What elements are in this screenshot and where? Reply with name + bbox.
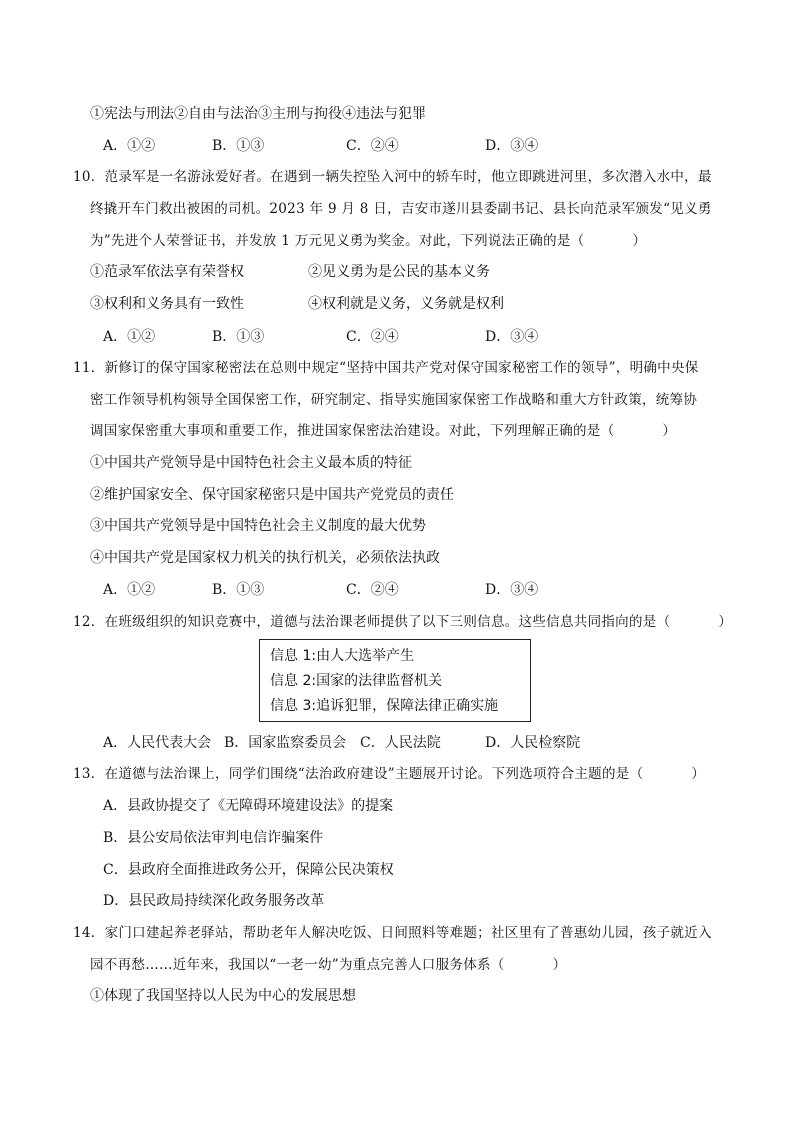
- q12-option-c: C．人民法院: [360, 735, 441, 751]
- q11-statement-1: ①中国共产党领导是中国特色社会主义最本质的特征: [90, 455, 412, 471]
- q10-option-a: A．①②: [103, 329, 156, 345]
- q13-option-a: A．县政协提交了《无障碍环境建设法》的提案: [103, 798, 394, 814]
- q9-statement: ①宪法与刑法②自由与法治③主刑与拘役④违法与犯罪: [90, 106, 426, 122]
- q11-stem-line3: 调国家保密重大事项和重要工作，推进国家保密法治建设。对此，下列理解正确的是（ ）: [90, 423, 677, 439]
- q11-statement-3: ③中国共产党领导是中国特色社会主义制度的最大优势: [90, 518, 426, 534]
- q10-statement-4: ④权利就是义务，义务就是权利: [308, 296, 504, 312]
- q11-option-b: B．①③: [212, 582, 265, 598]
- q9-option-a: A．①②: [103, 138, 156, 154]
- q9-option-c: C．②④: [346, 138, 399, 154]
- q11-stem-line2: 密工作领导机构领导全国保密工作，研究制定、指导实施国家保密工作战略和重大方针政策，统筹协: [90, 392, 698, 408]
- q14-statement-1: ①体现了我国坚持以人民为中心的发展思想: [90, 988, 356, 1004]
- q12-info-1: 信息 1:由人大选举产生: [270, 648, 415, 664]
- q11-option-d: D．③④: [485, 582, 539, 598]
- q12-option-d: D．人民检察院: [485, 735, 581, 751]
- q11-stem-line1: 11．新修订的保守国家秘密法在总则中规定“坚持中国共产党对保守国家秘密工作的领导”，明确中央保: [73, 360, 699, 376]
- q10-statement-3: ③权利和义务具有一致性: [90, 296, 244, 312]
- q10-option-b: B．①③: [212, 329, 265, 345]
- q11-option-a: A．①②: [103, 582, 156, 598]
- q11-option-c: C．②④: [346, 582, 399, 598]
- q11-statement-4: ④中国共产党是国家权力机关的执行机关，必须依法执政: [90, 550, 440, 566]
- q10-statement-1: ①范录军依法享有荣誉权: [90, 264, 244, 280]
- q10-option-c: C．②④: [346, 329, 399, 345]
- q12-option-b: B．国家监察委员会: [224, 735, 347, 751]
- q11-statement-2: ②维护国家安全、保守国家秘密只是中国共产党党员的责任: [90, 487, 454, 503]
- q9-option-b: B．①③: [212, 138, 265, 154]
- q9-option-d: D．③④: [485, 138, 539, 154]
- q10-stem-line3: 为”先进个人荣誉证书，并发放 1 万元见义勇为奖金。对此，下列说法正确的是（ ）: [90, 233, 647, 249]
- q12-info-box: [259, 639, 531, 722]
- q14-stem-line1: 14．家门口建起养老驿站，帮助老年人解决吃饭、日间照料等难题；社区里有了普惠幼儿园，孩子就近入: [73, 925, 712, 941]
- q13-option-c: C．县政府全面推进政务公开，保障公民决策权: [103, 862, 394, 878]
- q13-stem-line1: 13．在道德与法治课上，同学们围绕“法治政府建设”主题展开讨论。下列选项符合主题的是（ ）: [73, 766, 706, 782]
- q13-option-d: D．县民政局持续深化政务服务改革: [103, 893, 325, 909]
- q12-info-3: 信息 3:追诉犯罪，保障法律正确实施: [270, 698, 499, 714]
- q12-option-a: A．人民代表大会: [103, 735, 212, 751]
- q13-option-b: B．县公安局依法审判电信诈骗案件: [103, 830, 324, 846]
- q10-stem-line1: 10．范录军是一名游泳爱好者。在遇到一辆失控坠入河中的轿车时，他立即跳进河里，多次潜入水中，最: [73, 169, 712, 185]
- q10-statement-2: ②见义勇为是公民的基本义务: [308, 264, 490, 280]
- q14-stem-line2: 园不再愁……近年来，我国以“一老一幼”为重点完善人口服务体系（ ）: [90, 957, 567, 973]
- q12-stem-line1: 12．在班级组织的知识竞赛中，道德与法治课老师提供了以下三则信息。这些信息共同指向的是（ ）: [73, 614, 733, 630]
- q12-info-2: 信息 2:国家的法律监督机关: [270, 673, 443, 689]
- q10-option-d: D．③④: [485, 329, 539, 345]
- q10-stem-line2: 终撬开车门救出被困的司机。2023 年 9 月 8 日，吉安市遂川县委副书记、县长向范录军颁发“见义勇: [90, 201, 712, 217]
